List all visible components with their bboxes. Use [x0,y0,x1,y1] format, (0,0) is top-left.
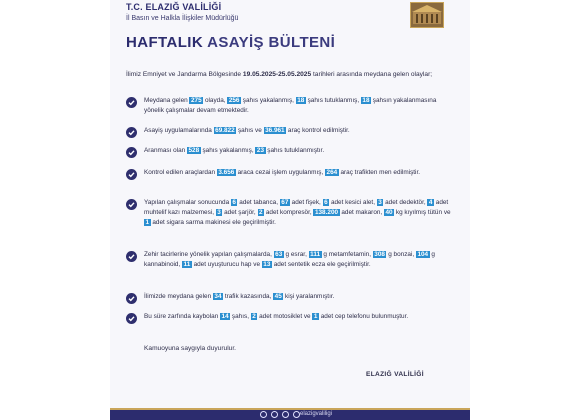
title-part1: HAFTALIK [126,34,204,51]
stat-value: 6 [324,199,328,206]
item-text: adet makaron, [341,209,383,216]
item-text: adet dedektör, [385,199,426,206]
check-icon [126,147,137,158]
governorship-building-logo-icon [410,2,444,28]
item-text: şahıs, [231,313,249,320]
item-text: Aranması olan [144,147,186,154]
department-name: İl Basın ve Halkla İlişkiler Müdürlüğü [126,15,239,22]
signature: ELAZIĞ VALİLİĞİ [366,371,424,378]
x-icon[interactable] [282,411,289,418]
item-text: adet fişek, [291,199,321,206]
stat-value: 11 [183,261,191,268]
social-icons [260,411,300,418]
stat-value: 275 [190,97,202,104]
intro-text-2: tarihleri arasında meydana gelen olaylar; [312,71,433,78]
item-text: Asayiş uygulamalarında [144,127,212,134]
stat-value: 1 [313,313,318,320]
stat-value: 264 [326,169,338,176]
item-text: g bonzai, [388,251,415,258]
footer-bar [110,408,470,420]
check-icon [126,199,137,210]
item-text: araç kontrol edilmiştir. [287,127,350,134]
check-icon [126,251,137,262]
item-text: Bu süre zarfında kaybolan [144,313,219,320]
web-icon[interactable] [260,411,267,418]
item-text: kg kıyılmış tütün ve [395,209,451,216]
stat-value: 34 [214,293,222,300]
item-text: şahsın yakalanmasına yönelik çalışmalar devam etmektedir. [144,97,437,114]
check-icon [126,313,137,324]
institution-name: T.C. ELAZIĞ VALİLİĞİ [126,2,222,12]
stat-value: 14 [221,313,229,320]
check-icon [126,169,137,180]
stat-value: 67 [281,199,289,206]
stat-value: 18 [297,97,305,104]
intro-text-1: İlimiz Emniyet ve Jandarma Bölgesinde [126,71,242,78]
stat-value: 2 [252,313,256,320]
bulletin-title [126,34,335,51]
stat-value: 23 [256,147,264,154]
item-text: adet motosiklet ve [259,313,311,320]
intro-date-range: 19.05.2025-25.05.2025 [242,71,312,78]
stat-value: 138.200 [314,209,339,216]
stat-value: 3.656 [218,169,235,176]
item-text: adet uyuşturucu hap ve [193,261,261,268]
item-text: g metamfetamin, [323,251,371,258]
stat-value: 2 [259,209,263,216]
title-part2: ASAYİŞ BÜLTENİ [207,34,336,51]
item-text: adet kompresör, [265,209,312,216]
item-text: Kontrol edilen araçlardan [144,169,216,176]
stat-value: 528 [188,147,200,154]
item-text: araca cezai işlem uygulanmış, [237,169,324,176]
item-text: araç trafikten men edilmiştir. [340,169,421,176]
stat-value: 111 [310,251,321,258]
stat-value: 45 [274,293,282,300]
stat-value: 18 [362,97,370,104]
stat-value: 308 [374,251,385,258]
stat-value: 13 [263,261,271,268]
stat-value: 3 [217,209,221,216]
item-text: şahıs tutuklanmıştır. [267,147,325,154]
item-text: adet kesici alet, [330,199,375,206]
facebook-icon[interactable] [293,411,300,418]
instagram-icon[interactable] [271,411,278,418]
item-text: şahıs yakalanmış, [242,97,294,104]
item-text: trafik kazasında, [224,293,272,300]
item-text: g esrar, [285,251,307,258]
bulletin-page [110,0,470,420]
bulletin-header [126,0,456,62]
stat-value: 4 [428,199,433,206]
item-text: şahıs yakalanmış, [202,147,254,154]
stat-value: 104 [417,251,429,258]
item-text: Zehir tacirlerine yönelik yapılan çalışmalarda, [144,251,272,258]
stat-value: 69.822 [215,127,235,134]
stat-value: 6 [232,199,236,206]
stat-value: 36.961 [265,127,285,134]
item-text: İlimizde meydana gelen [144,293,212,300]
stat-value: 3 [378,199,382,206]
item-text: adet sentetik ecza ele geçirilmiştir. [273,261,371,268]
item-text: adet muhtelif kazı malzemesi, [144,199,449,216]
stat-value: 40 [385,209,393,216]
check-icon [126,97,137,108]
item-text: kişi yaralanmıştır. [285,293,335,300]
item-text: Meydana gelen [144,97,188,104]
item-text: adet cep telefonu bulunmuştur. [320,313,409,320]
footer-handle: elazigvaliligi [300,411,333,417]
item-text: şahıs tutuklanmış, [307,97,360,104]
stat-value: 63 [275,251,283,258]
stat-value: 1 [145,219,150,226]
check-icon [126,293,137,304]
intro-paragraph [126,70,456,79]
item-text: Yapılan çalışmalar sonucunda [144,199,230,206]
stat-value: 256 [228,97,240,104]
check-icon [126,127,137,138]
item-text: şahıs ve [237,127,262,134]
item-text: g kannabinoid, [144,251,435,268]
closing-text: Kamuoyuna saygıyla duyurulur. [144,345,236,352]
item-text: adet şarjör, [224,209,256,216]
item-text: olayda, [204,97,226,104]
item-text: adet sigara sarma makinesi ele geçirilmiştir. [152,219,276,226]
item-text: adet tabanca, [239,199,278,206]
